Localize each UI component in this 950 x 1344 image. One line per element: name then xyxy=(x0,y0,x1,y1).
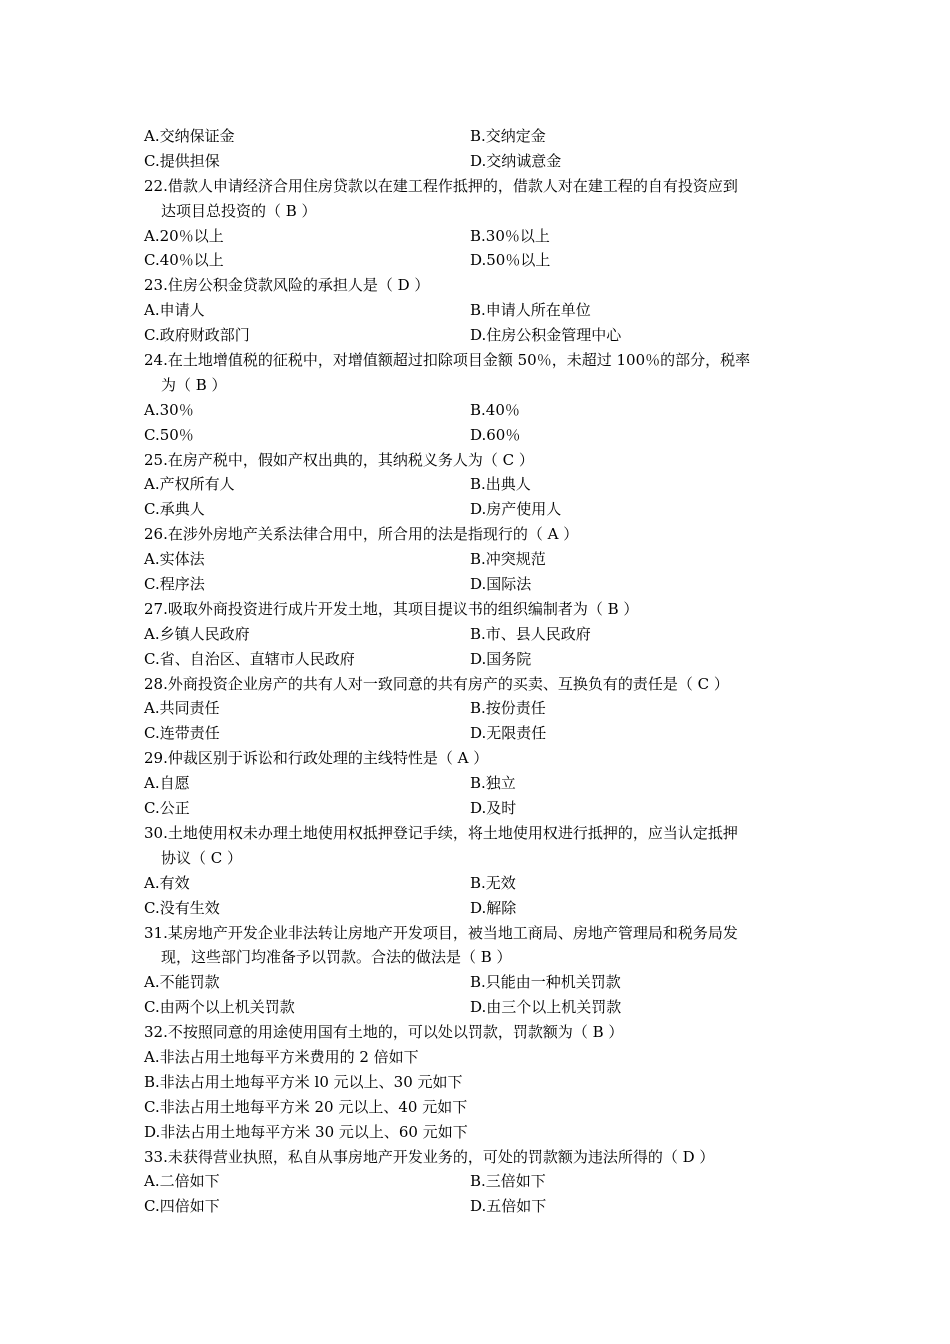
option-right: D.无限责任 xyxy=(470,724,547,743)
option-right: B.40％ xyxy=(470,400,520,419)
option-left: A.二倍如下 xyxy=(144,1172,220,1191)
option-row xyxy=(144,124,814,149)
option-row xyxy=(144,721,814,746)
question-text: D.非法占用土地每平方米 30 元以上、60 元如下 xyxy=(144,1122,468,1141)
option-right: B.申请人所在单位 xyxy=(470,301,591,320)
option-left: A.自愿 xyxy=(144,774,190,793)
option-row xyxy=(144,696,814,721)
option-right: D.及时 xyxy=(470,799,517,818)
option-left: C.公正 xyxy=(144,799,190,818)
question-text: 32.不按照同意的用途使用国有土地的，可以处以罚款，罚款额为（ B ） xyxy=(144,1023,624,1042)
option-left: A.20％以上 xyxy=(144,226,224,245)
option-right: B.冲突规范 xyxy=(470,550,546,569)
option-row xyxy=(144,472,814,497)
option-row xyxy=(144,896,814,921)
option-left: C.40％以上 xyxy=(144,251,224,270)
option-row xyxy=(144,547,814,572)
question-continuation: 协议（ C ） xyxy=(161,848,243,867)
option-left: A.共同责任 xyxy=(144,699,220,718)
option-right: D.住房公积金管理中心 xyxy=(470,326,622,345)
option-left: C.程序法 xyxy=(144,575,205,594)
option-row xyxy=(144,323,814,348)
option-right: D.交纳诚意金 xyxy=(470,151,562,170)
question-text: 24.在土地增值税的征税中，对增值额超过扣除项目金额 50％，未超过 100％的部分，税率 xyxy=(144,351,751,370)
option-right: B.交纳定金 xyxy=(470,127,546,145)
option-right: B.按份责任 xyxy=(470,699,546,718)
option-left: C.省、自治区、直辖市人民政府 xyxy=(144,649,355,668)
option-right: B.30％以上 xyxy=(470,226,550,245)
option-row xyxy=(144,398,814,423)
option-right: D.解除 xyxy=(470,898,517,917)
question-text: 28.外商投资企业房产的共有人对一致同意的共有房产的买卖、互换负有的责任是（ C ） xyxy=(144,674,729,693)
option-row xyxy=(144,970,814,995)
option-left: A.不能罚款 xyxy=(144,973,220,992)
option-right: D.国务院 xyxy=(470,649,532,668)
option-row xyxy=(144,149,814,174)
option-right: D.房产使用人 xyxy=(470,500,562,519)
option-left: C.由两个以上机关罚款 xyxy=(144,998,295,1017)
option-left: A.实体法 xyxy=(144,550,205,569)
option-row xyxy=(144,622,814,647)
option-right: B.只能由一种机关罚款 xyxy=(470,973,621,992)
question-text: 23.住房公积金贷款风险的承担人是（ D ） xyxy=(144,276,430,295)
option-right: D.国际法 xyxy=(470,575,532,594)
option-left: A.30％ xyxy=(144,400,194,419)
option-left: C.连带责任 xyxy=(144,724,220,743)
option-right: D.60％ xyxy=(470,425,521,444)
option-row xyxy=(144,771,814,796)
option-row xyxy=(144,995,814,1020)
option-row xyxy=(144,248,814,273)
option-right: B.出典人 xyxy=(470,475,531,494)
option-row xyxy=(144,224,814,249)
question-continuation: 达项目总投资的（ B ） xyxy=(161,201,317,220)
option-left: A.交纳保证金 xyxy=(144,127,235,145)
option-row xyxy=(144,572,814,597)
option-right: B.市、县人民政府 xyxy=(470,624,591,643)
option-row xyxy=(144,423,814,448)
option-row xyxy=(144,1169,814,1194)
option-left: A.申请人 xyxy=(144,301,205,320)
option-left: A.产权所有人 xyxy=(144,475,235,494)
option-left: A.有效 xyxy=(144,873,190,892)
question-continuation: 现，这些部门均准备予以罚款。合法的做法是（ B ） xyxy=(161,948,512,967)
option-left: C.承典人 xyxy=(144,500,205,519)
option-row xyxy=(144,647,814,672)
option-row xyxy=(144,298,814,323)
question-text: 33.未获得营业执照，私自从事房地产开发业务的，可处的罚款额为违法所得的（ D ） xyxy=(144,1147,715,1166)
option-row xyxy=(144,871,814,896)
option-right: D.50％以上 xyxy=(470,251,551,270)
question-text: 22.借款人申请经济合用住房贷款以在建工程作抵押的，借款人对在建工程的自有投资应到 xyxy=(144,176,738,195)
document-page xyxy=(144,124,814,1219)
option-left: C.50％ xyxy=(144,425,194,444)
option-right: B.无效 xyxy=(470,873,516,892)
option-right: D.五倍如下 xyxy=(470,1197,547,1216)
option-left: C.提供担保 xyxy=(144,151,220,170)
option-row xyxy=(144,497,814,522)
question-continuation: 为（ B ） xyxy=(161,375,227,394)
option-right: B.三倍如下 xyxy=(470,1172,546,1191)
option-left: C.政府财政部门 xyxy=(144,326,250,345)
option-left: C.没有生效 xyxy=(144,898,220,917)
question-text: 30.土地使用权未办理土地使用权抵押登记手续，将土地使用权进行抵押的，应当认定抵押 xyxy=(144,823,738,842)
question-text: C.非法占用土地每平方米 20 元以上、40 元如下 xyxy=(144,1097,468,1116)
option-left: A.乡镇人民政府 xyxy=(144,624,250,643)
option-row xyxy=(144,796,814,821)
option-right: D.由三个以上机关罚款 xyxy=(470,998,622,1017)
question-text: A.非法占用土地每平方米费用的 2 倍如下 xyxy=(144,1047,419,1066)
question-text: 26.在涉外房地产关系法律合用中，所合用的法是指现行的（ A ） xyxy=(144,525,579,544)
question-text: 29.仲裁区别于诉讼和行政处理的主线特性是（ A ） xyxy=(144,749,489,768)
question-text: B.非法占用土地每平方米 l0 元以上、30 元如下 xyxy=(144,1072,463,1091)
question-text: 27.吸取外商投资进行成片开发土地，其项目提议书的组织编制者为（ B ） xyxy=(144,599,639,618)
question-text: 31.某房地产开发企业非法转让房地产开发项目，被当地工商局、房地产管理局和税务局发 xyxy=(144,923,738,942)
option-left: C.四倍如下 xyxy=(144,1197,220,1216)
question-text: 25.在房产税中，假如产权出典的，其纳税义务人为（ C ） xyxy=(144,450,534,469)
option-row xyxy=(144,1194,814,1219)
option-right: B.独立 xyxy=(470,774,516,793)
